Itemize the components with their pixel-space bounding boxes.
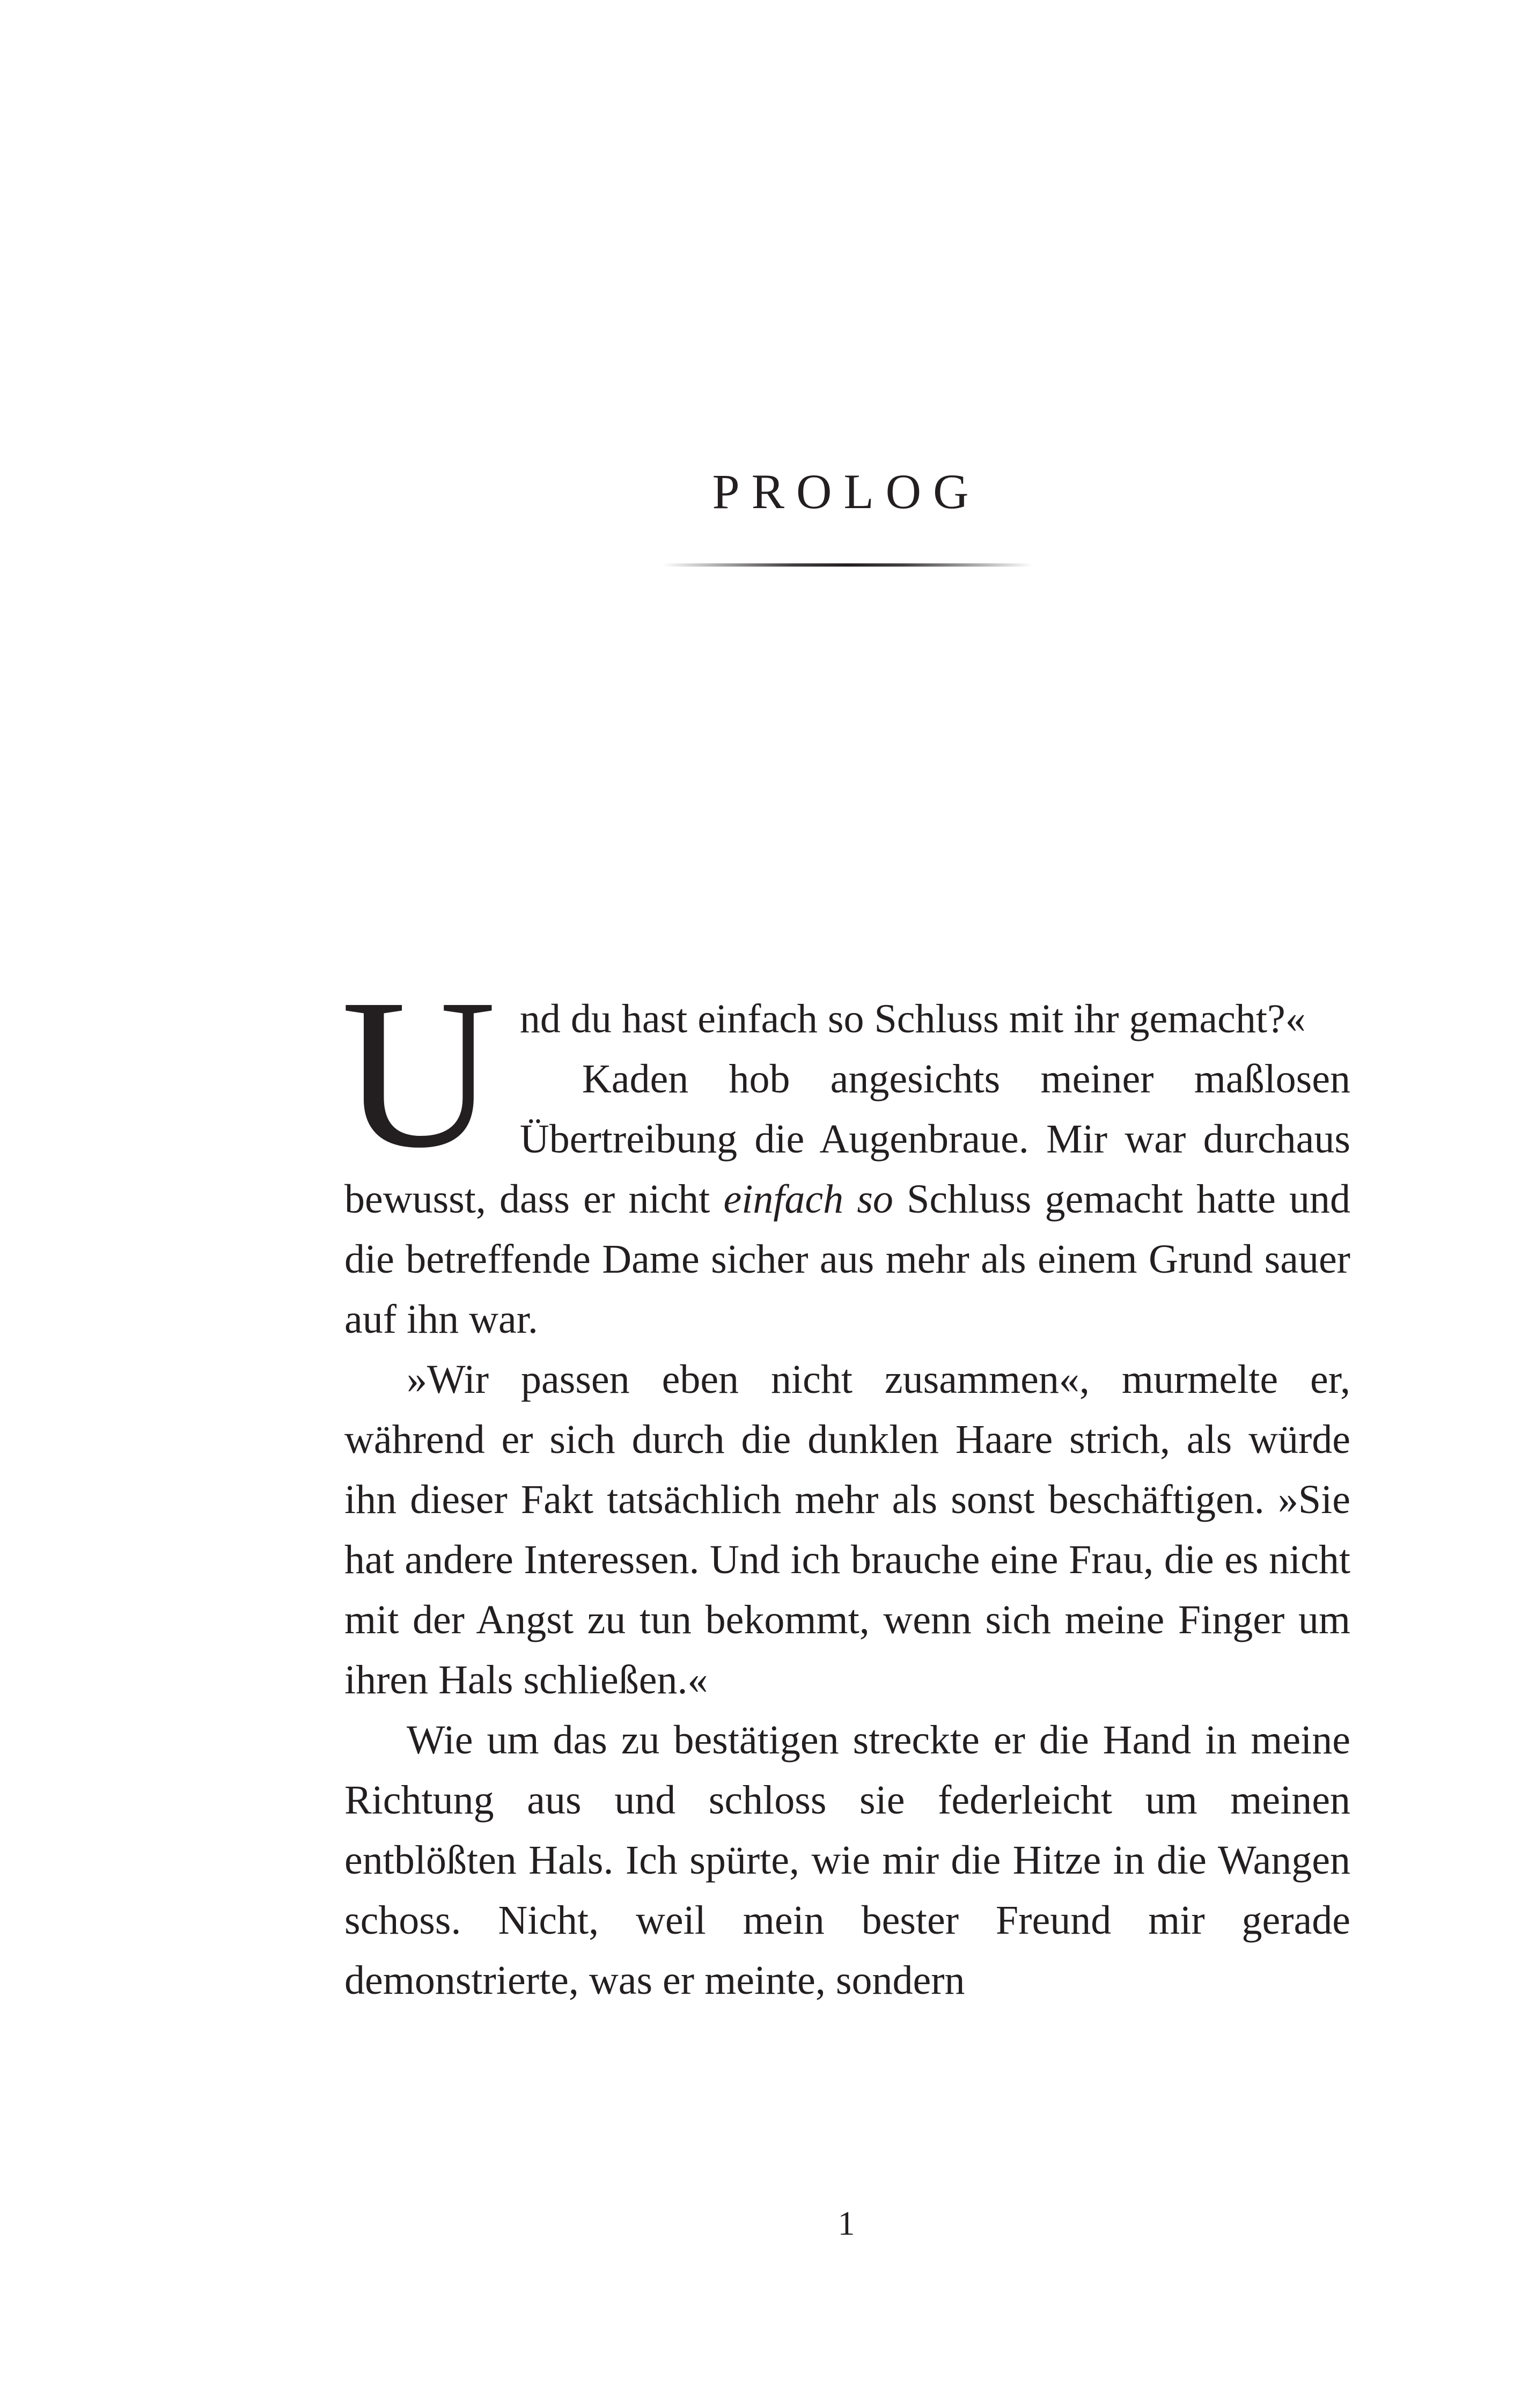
paragraph-1: nd du hast einfach so Schluss mit ihr gemacht?« xyxy=(519,996,1306,1041)
paragraph-2-emphasis: einfach so xyxy=(723,1177,893,1222)
paragraph-2-text-end: Schluss gemacht hatte und die betreffende Dame sicher aus mehr als einem Grund sauer auf ihn war. xyxy=(344,1177,1350,1342)
title-divider xyxy=(663,563,1033,567)
page-number: 1 xyxy=(837,2204,855,2242)
paragraph-2-text-start: Kaden hob angesichts meiner maßlosen Übertreibung die Augenbraue. Mir war durchaus bewusst, dass er nicht xyxy=(344,1056,1350,1222)
paragraph-3: »Wir passen eben nicht zusammen«, murmelte er, während er sich durch die dunklen Haare strich, als würde ihn dieser Fakt tatsächlich mehr als sonst beschäftigen. »Sie hat andere Interessen. Und ich brauche eine Frau, die es nicht mit der Angst zu tun bekommt, wenn sich meine Finger um ihren Hals schließen.« xyxy=(344,1357,1350,1702)
drop-cap: U xyxy=(341,955,496,1192)
chapter-title: PROLOG xyxy=(712,464,981,519)
body-text xyxy=(341,955,1350,2010)
paragraph-4: Wie um das zu bestätigen streckte er die Hand in meine Richtung aus und schloss sie federleicht um meinen entblößten Hals. Ich spürte, wie mir die Hitze in die Wangen schoss. Nicht, weil mein bester Freund mir gerade demonstrierte, was er meinte, sondern xyxy=(344,1717,1350,2003)
